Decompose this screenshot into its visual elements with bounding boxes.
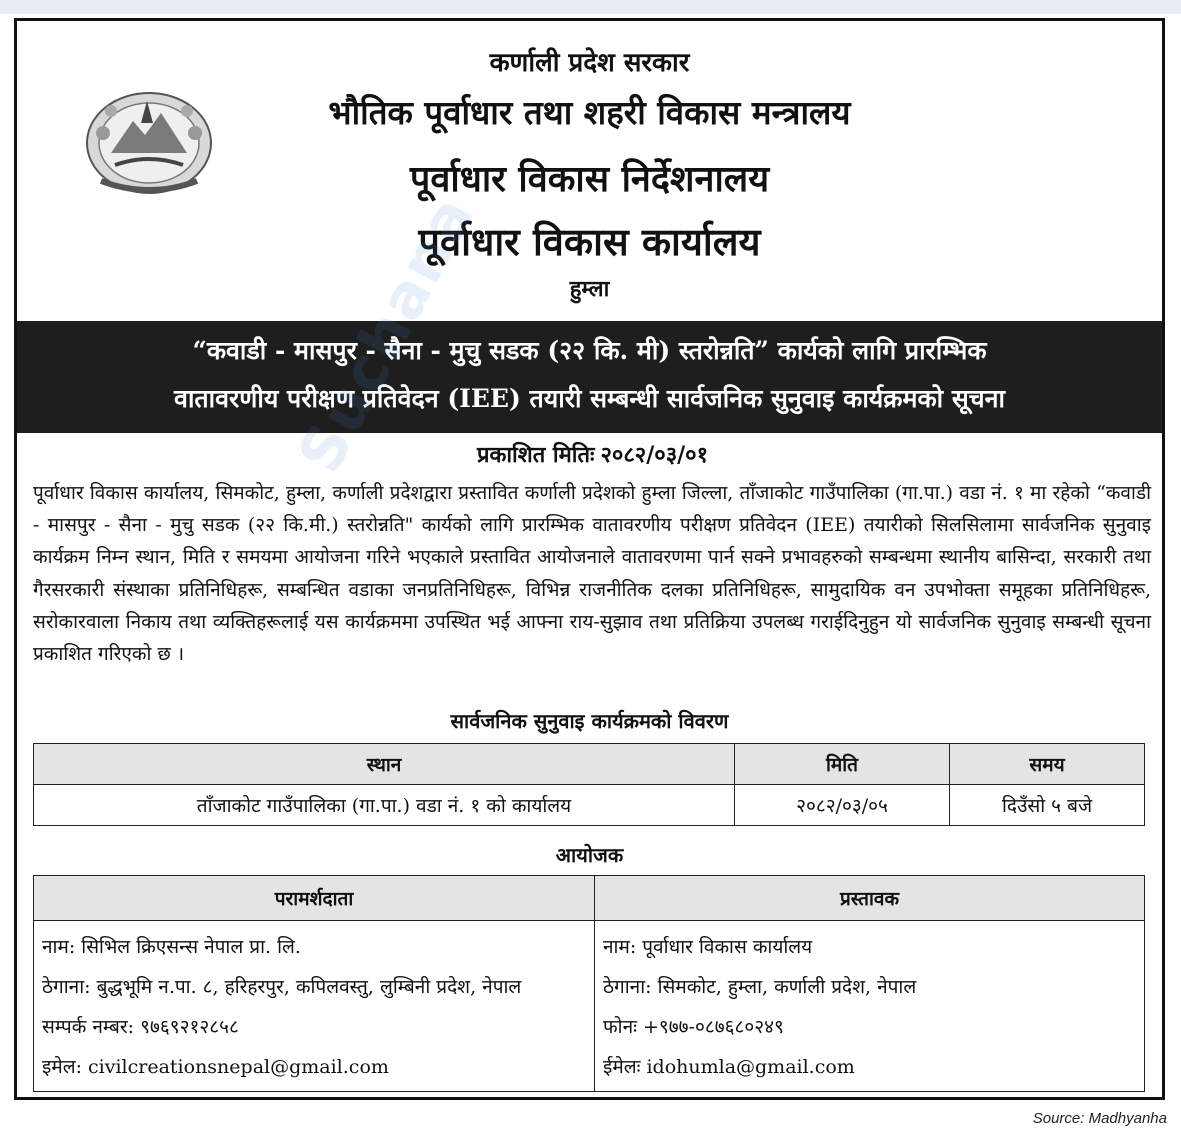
published-date [17,439,1162,469]
consultant-address: ठेगाना: बुद्धभूमि न.पा. ८, हरिहरपुर, कपिलवस्तु, लुम्बिनी प्रदेश, नेपाल [42,976,522,998]
consultant-header: परामर्शदाता [34,876,595,921]
proponent-name: नाम: पूर्वाधार विकास कार्यालय [603,936,813,958]
consultant-details [34,921,595,1092]
schedule-header-date: मिति [735,744,950,785]
organizer-table [33,875,1145,1092]
consultant-email: इमेल: civilcreationsnepal@gmail.com [42,1056,389,1078]
source-credit: Source: Madhyanha [1032,1110,1167,1127]
notice-title-line-2: वातावरणीय परीक्षण प्रतिवेदन (IEE) तयारी सम्बन्धी सार्वजनिक सुनुवाइ कार्यक्रमको सूचना [174,384,1005,413]
government-heading: कर्णाली प्रदेश सरकार [489,48,690,78]
proponent-details [595,921,1145,1092]
notice-body: पूर्वाधार विकास कार्यालय, सिमकोट, हुम्ला, कर्णाली प्रदेशद्वारा प्रस्तावित कर्णाली प्रदेशको हुम्ला जिल्ला, ताँजाकोट गाउँपालिका (गा.पा.) वडा नं. १ मा रहेको “कवाडी - मासपुर - सैना - मुचु सडक (२२ कि.मी.) स्तरोन्नति" कार्यको लागि प्रारम्भिक वातावरणीय परीक्षण प्रतिवेदन (IEE) तयारीको सिलसिलामा सार्वजनिक सुनुवाइ कार्यक्रम निम्न स्थान, मिति र समयमा आयोजना गरिने भएकाले प्रस्तावित आयोजनाले वातावरणमा पार्न सक्ने प्रभावहरुको सम्बन्धमा स्थानीय बासिन्दा, सरकारी तथा गैरसरकारी संस्थाका प्रतिनिधिहरू, सम्बन्धित वडाका जनप्रतिनिधिहरू, विभिन्न राजनीतिक दलका प्रतिनिधिहरू, सामुदायिक वन उपभोक्ता समूहका प्रतिनिधिहरू, सरोकारवाला निकाय तथा व्यक्तिहरूलाई यस कार्यक्रममा उपस्थित भई आफ्ना राय-सुझाव तथा प्रतिक्रिया उपलब्ध गराईदिनुहुन यो सार्वजनिक सुनुवाइ सम्बन्धी सूचना प्रकाशित गरिएको छ । [33,482,1151,666]
notice-title-line-1: “कवाडी - मासपुर - सैना - मुचु सडक (२२ कि. मी) स्तरोन्नति” कार्यको लागि प्रारम्भिक [192,336,987,365]
schedule-place: ताँजाकोट गाउँपालिका (गा.पा.) वडा नं. १ को कार्यालय [34,785,735,826]
proponent-header: प्रस्तावक [595,876,1145,921]
ministry-heading: भौतिक पूर्वाधार तथा शहरी विकास मन्त्रालय [328,93,851,132]
proponent-email: ईमेलः idohumla@gmail.com [603,1056,855,1078]
top-strip [0,0,1181,14]
public-notice [14,18,1165,1100]
published-value: २०८२/०३/०१ [600,442,709,468]
bottom-strip [0,1102,1181,1134]
notice-title-band [17,321,1162,433]
district-heading: हुम्ला [569,276,610,302]
schedule-header-row [34,744,1145,785]
table-row [34,785,1145,826]
consultant-contact: सम्पर्क नम्बर: ९७६९२१२८५८ [42,1016,239,1038]
directorate-heading: पूर्वाधार विकास निर्देशनालय [409,158,770,200]
consultant-name: नाम: सिभिल क्रिएसन्स नेपाल प्रा. लि. [42,936,301,958]
schedule-date: २०८२/०३/०५ [735,785,950,826]
proponent-phone: फोनः +९७७-०८७६८०२४९ [603,1016,784,1038]
office-heading: पूर्वाधार विकास कार्यालय [418,219,761,264]
proponent-address: ठेगाना: सिमकोट, हुम्ला, कर्णाली प्रदेश, नेपाल [603,976,917,998]
organizer-title: आयोजक [555,843,624,867]
organizer-header-row [34,876,1145,921]
table-row [34,921,1145,1092]
published-label: प्रकाशित मितिः [476,442,595,468]
schedule-header-time: समय [950,744,1145,785]
schedule-header-place: स्थान [34,744,735,785]
schedule-time: दिउँसो ५ बजे [950,785,1145,826]
schedule-table [33,743,1145,826]
schedule-title: सार्वजनिक सुनुवाइ कार्यक्रमको विवरण [450,709,729,733]
